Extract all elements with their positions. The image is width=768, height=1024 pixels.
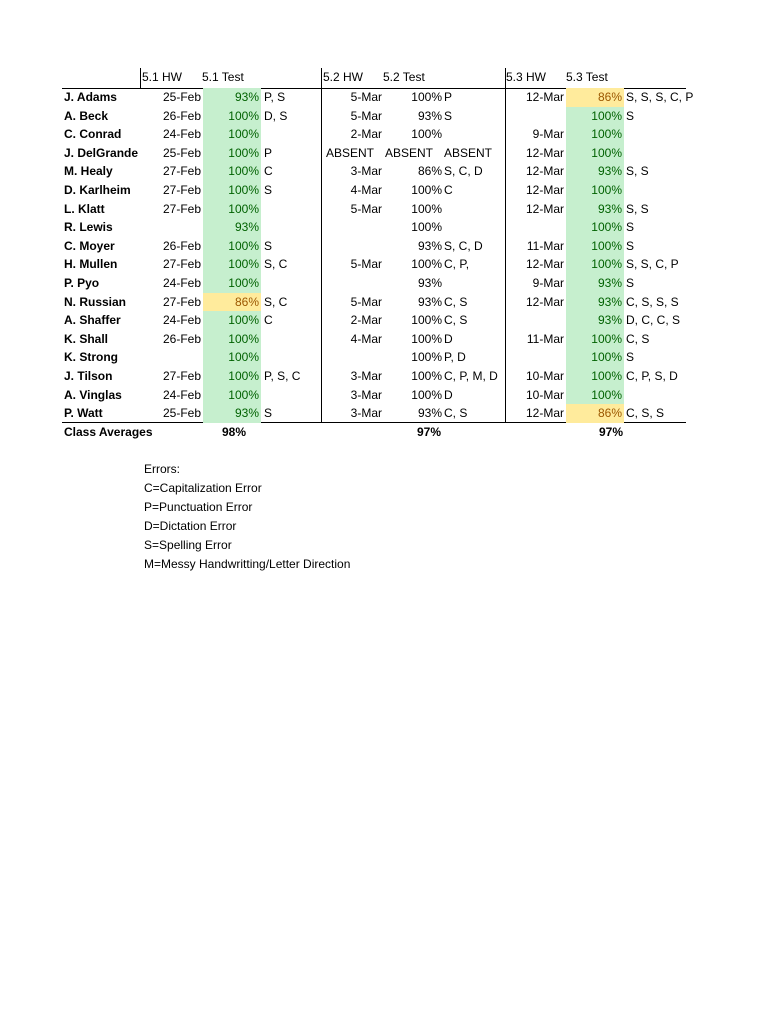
hw-5-3-date: 12-Mar — [525, 164, 564, 179]
hw-5-2-date: 5-Mar — [350, 294, 382, 309]
test-5-3-score: 93% — [566, 311, 624, 330]
hw-5-2-date — [322, 237, 382, 256]
table-row — [0, 144, 768, 163]
student-name: A. Beck — [64, 108, 109, 123]
student-name: R. Lewis — [64, 220, 113, 235]
hw-5-1-date: 27-Feb — [162, 294, 201, 309]
test-5-1-errors: S, C — [264, 294, 288, 309]
test-5-1-score: 100% — [203, 386, 261, 405]
hw-5-1-date: 25-Feb — [162, 145, 201, 160]
test-5-3-errors: C, S, S — [626, 406, 665, 421]
test-5-3-errors — [626, 144, 696, 163]
hw-5-2-date: 2-Mar — [350, 313, 382, 328]
test-5-1-score: 100% — [203, 144, 261, 163]
test-5-2-errors — [444, 274, 506, 293]
hw-5-1-date: 24-Feb — [162, 313, 201, 328]
test-5-1-errors: S — [264, 238, 273, 253]
student-name: M. Healy — [64, 164, 113, 179]
test-5-2-score: 100% — [411, 201, 442, 216]
hw-5-3-date: 9-Mar — [532, 127, 564, 142]
test-5-3-score: 93% — [566, 274, 624, 293]
table-row — [0, 293, 768, 312]
test-5-1-errors: C — [264, 313, 273, 328]
test-5-2-errors — [444, 218, 506, 237]
test-5-2-score: 100% — [411, 127, 442, 142]
hw-5-2-date: 5-Mar — [350, 257, 382, 272]
test-5-3-errors: C, S — [626, 331, 650, 346]
test-5-3-errors: S, S — [626, 164, 649, 179]
test-5-2-errors — [444, 125, 506, 144]
hw-5-1-date: 26-Feb — [162, 108, 201, 123]
test-5-2-errors: C, P, M, D — [444, 369, 498, 383]
test-5-2-score: 100% — [411, 331, 442, 346]
test-5-1-errors — [264, 274, 322, 293]
errors-legend — [144, 460, 350, 574]
test-5-1-errors — [264, 348, 322, 367]
test-5-2-errors: S, C, D — [444, 164, 483, 179]
hw-5-2-date: 4-Mar — [350, 183, 382, 197]
test-5-3-score: 100% — [566, 144, 624, 163]
hw-5-3-date: 9-Mar — [532, 276, 564, 290]
test-5-1-score: 100% — [203, 162, 261, 181]
test-5-2-errors: C, S — [444, 406, 468, 421]
table-row — [0, 88, 768, 107]
hw-5-1-date: 24-Feb — [162, 276, 201, 290]
header-5-2-test: 5.2 Test — [383, 70, 425, 84]
test-5-1-errors: S, C — [264, 257, 288, 272]
class-averages-row — [0, 423, 768, 442]
test-5-3-errors: S — [626, 108, 635, 123]
student-name: K. Strong — [64, 350, 118, 365]
average-5-1-test: 98% — [221, 425, 247, 439]
test-5-3-errors — [626, 125, 696, 144]
hw-5-2-date: 3-Mar — [350, 369, 382, 383]
table-row — [0, 218, 768, 237]
test-5-3-errors: S — [626, 350, 635, 365]
class-averages-label: Class Averages — [64, 425, 153, 439]
test-5-2-score: 100% — [411, 369, 442, 383]
test-5-2-score: 100% — [411, 350, 442, 365]
test-5-2-score: ABSENT — [384, 145, 433, 160]
column-divider-1 — [140, 68, 141, 88]
hw-5-1-date: 27-Feb — [162, 183, 201, 197]
test-5-3-errors: C, S, S, S — [626, 294, 679, 309]
test-5-3-errors: S — [626, 238, 635, 253]
test-5-1-errors: C — [264, 164, 273, 179]
legend-item-spelling: S=Spelling Error — [144, 538, 232, 552]
test-5-3-score: 100% — [566, 218, 624, 237]
header-5-3-hw: 5.3 HW — [506, 70, 547, 84]
test-5-1-score: 100% — [203, 367, 261, 386]
table-row — [0, 311, 768, 330]
hw-5-2-date: 4-Mar — [350, 331, 382, 346]
student-name: A. Shaffer — [64, 313, 121, 328]
test-5-2-score: 93% — [417, 294, 442, 309]
test-5-2-errors — [444, 200, 506, 219]
student-name: C. Moyer — [64, 238, 115, 253]
test-5-3-score: 100% — [566, 348, 624, 367]
test-5-2-score: 100% — [411, 257, 442, 272]
hw-5-2-date: 3-Mar — [350, 406, 382, 421]
legend-item-dictation: D=Dictation Error — [144, 519, 237, 533]
test-5-2-errors: P — [444, 90, 453, 104]
test-5-1-score: 100% — [203, 125, 261, 144]
test-5-3-score: 100% — [566, 237, 624, 256]
test-5-2-score: 93% — [417, 238, 442, 253]
test-5-3-errors: S, S, C, P — [626, 257, 679, 272]
table-row — [0, 200, 768, 219]
header-5-3-test: 5.3 Test — [566, 70, 608, 84]
test-5-1-score: 93% — [203, 218, 261, 237]
hw-5-3-date: 12-Mar — [525, 201, 564, 216]
student-name: K. Shall — [64, 331, 109, 346]
hw-5-1-date: 27-Feb — [162, 201, 201, 216]
test-5-3-score: 100% — [566, 386, 624, 405]
test-5-1-errors: P, S — [264, 90, 286, 104]
test-5-3-score: 93% — [566, 293, 624, 312]
test-5-1-errors: P — [264, 145, 273, 160]
test-5-2-score: 100% — [411, 90, 442, 104]
test-5-2-errors: C, S — [444, 294, 468, 309]
student-name: C. Conrad — [64, 127, 122, 142]
hw-5-2-date: 5-Mar — [350, 201, 382, 216]
hw-5-1-date: 27-Feb — [162, 164, 201, 179]
table-row — [0, 255, 768, 274]
average-5-2-test: 97% — [416, 425, 442, 439]
hw-5-3-date: 10-Mar — [525, 387, 564, 402]
hw-5-3-date: 11-Mar — [526, 238, 564, 253]
test-5-3-score: 100% — [566, 125, 624, 144]
hw-5-3-date: 10-Mar — [525, 369, 564, 383]
test-5-3-errors — [626, 386, 696, 405]
test-5-1-score: 100% — [203, 330, 261, 349]
student-name: J. Adams — [64, 90, 117, 104]
test-5-3-errors: S, S, S, C, P — [626, 90, 694, 104]
student-name: N. Russian — [64, 294, 127, 309]
test-5-2-errors: D — [444, 387, 453, 402]
legend-title: Errors: — [144, 462, 180, 476]
hw-5-1-date: 24-Feb — [162, 387, 201, 402]
test-5-3-score: 93% — [566, 162, 624, 181]
hw-5-2-date: ABSENT — [325, 145, 374, 160]
legend-item-messy-handwriting: M=Messy Handwritting/Letter Direction — [144, 557, 351, 571]
test-5-1-score: 100% — [203, 255, 261, 274]
test-5-2-score: 86% — [417, 164, 442, 179]
test-5-1-score: 100% — [203, 200, 261, 219]
hw-5-1-date: 27-Feb — [162, 369, 201, 383]
test-5-3-score: 86% — [566, 88, 624, 107]
table-row — [0, 162, 768, 181]
hw-5-2-date: 5-Mar — [350, 108, 382, 123]
test-5-3-errors: C, P, S, D — [626, 369, 678, 383]
test-5-2-score: 100% — [411, 387, 442, 402]
test-5-3-score: 93% — [566, 200, 624, 219]
test-5-3-score: 86% — [566, 404, 624, 423]
hw-5-3-date — [506, 107, 564, 126]
student-name: J. Tilson — [64, 369, 113, 383]
legend-item-capitalization: C=Capitalization Error — [144, 481, 262, 495]
hw-5-3-date: 11-Mar — [526, 331, 564, 346]
test-5-1-score: 100% — [203, 274, 261, 293]
hw-5-1-date: 24-Feb — [162, 127, 201, 142]
test-5-2-score: 93% — [417, 108, 442, 123]
hw-5-2-date: 3-Mar — [350, 387, 382, 402]
test-5-1-score: 100% — [203, 311, 261, 330]
hw-5-2-date — [322, 274, 382, 293]
test-5-3-errors — [626, 181, 696, 200]
table-row — [0, 237, 768, 256]
header-5-2-hw: 5.2 HW — [323, 70, 364, 84]
test-5-2-errors: C — [444, 183, 453, 197]
test-5-1-errors: S — [264, 406, 273, 421]
table-row — [0, 107, 768, 126]
test-5-1-score: 93% — [203, 404, 261, 423]
test-5-1-score: 100% — [203, 237, 261, 256]
hw-5-3-date — [506, 218, 564, 237]
test-5-2-errors: C, P, — [444, 257, 470, 272]
student-name: A. Vinglas — [64, 387, 122, 402]
test-5-2-errors: P, D — [444, 350, 466, 365]
table-row — [0, 274, 768, 293]
table-row — [0, 404, 768, 423]
test-5-1-errors: P, S, C — [264, 369, 301, 383]
test-5-2-errors: C, S — [444, 313, 468, 328]
test-5-1-errors: D, S — [264, 108, 288, 123]
hw-5-3-date: 12-Mar — [525, 257, 564, 272]
test-5-1-errors: S — [264, 183, 273, 197]
student-name: H. Mullen — [64, 257, 118, 272]
test-5-2-score: 100% — [411, 313, 442, 328]
student-name: P. Pyo — [64, 276, 100, 290]
test-5-3-errors: S — [626, 220, 635, 235]
average-5-3-test: 97% — [598, 425, 624, 439]
test-5-3-score: 100% — [566, 367, 624, 386]
test-5-1-score: 100% — [203, 181, 261, 200]
hw-5-3-date — [506, 311, 564, 330]
test-5-2-score: 100% — [411, 220, 442, 235]
test-5-2-errors: S, C, D — [444, 238, 483, 253]
hw-5-3-date: 12-Mar — [525, 183, 564, 197]
test-5-1-score: 100% — [203, 348, 261, 367]
table-row — [0, 330, 768, 349]
student-name: D. Karlheim — [64, 183, 131, 197]
table-row — [0, 181, 768, 200]
student-name: P. Watt — [64, 406, 103, 421]
hw-5-1-date: 25-Feb — [162, 406, 201, 421]
test-5-1-errors — [264, 386, 322, 405]
test-5-2-errors: ABSENT — [444, 145, 493, 160]
hw-5-2-date: 2-Mar — [350, 127, 382, 142]
test-5-2-score: 100% — [411, 183, 442, 197]
hw-5-2-date — [322, 348, 382, 367]
header-row — [0, 68, 768, 87]
test-5-1-score: 93% — [203, 88, 261, 107]
header-5-1-test: 5.1 Test — [202, 70, 244, 84]
test-5-1-errors — [264, 200, 322, 219]
legend-item-punctuation: P=Punctuation Error — [144, 500, 253, 514]
table-row — [0, 386, 768, 405]
test-5-2-errors: D — [444, 331, 453, 346]
hw-5-1-date: 26-Feb — [162, 238, 201, 253]
hw-5-3-date: 12-Mar — [525, 294, 564, 309]
test-5-3-score: 100% — [566, 107, 624, 126]
table-row — [0, 348, 768, 367]
student-name: J. DelGrande — [64, 145, 139, 160]
header-5-1-hw: 5.1 HW — [142, 70, 183, 84]
test-5-3-score: 100% — [566, 330, 624, 349]
hw-5-3-date: 12-Mar — [525, 145, 564, 160]
hw-5-3-date — [506, 348, 564, 367]
test-5-3-errors: S — [626, 276, 635, 290]
hw-5-1-date: 25-Feb — [162, 90, 201, 104]
table-row — [0, 125, 768, 144]
hw-5-1-date — [142, 218, 201, 237]
test-5-1-errors — [264, 125, 322, 144]
test-5-1-score: 86% — [203, 293, 261, 312]
hw-5-2-date: 5-Mar — [350, 90, 382, 104]
test-5-3-errors: S, S — [626, 201, 649, 216]
test-5-3-errors: D, C, C, S — [626, 313, 681, 328]
test-5-2-score: 93% — [417, 406, 442, 421]
test-5-2-errors: S — [444, 108, 453, 123]
student-name: L. Klatt — [64, 201, 105, 216]
test-5-1-errors — [264, 330, 322, 349]
test-5-1-errors — [264, 218, 322, 237]
hw-5-2-date: 3-Mar — [350, 164, 382, 179]
hw-5-2-date — [322, 218, 382, 237]
test-5-3-score: 100% — [566, 255, 624, 274]
hw-5-3-date: 12-Mar — [525, 406, 564, 421]
hw-5-1-date: 27-Feb — [162, 257, 201, 272]
hw-5-3-date: 12-Mar — [525, 90, 564, 104]
test-5-1-score: 100% — [203, 107, 261, 126]
table-row — [0, 367, 768, 386]
test-5-2-score: 93% — [417, 276, 442, 290]
hw-5-1-date — [142, 348, 201, 367]
hw-5-1-date: 26-Feb — [162, 331, 201, 346]
test-5-3-score: 100% — [566, 181, 624, 200]
